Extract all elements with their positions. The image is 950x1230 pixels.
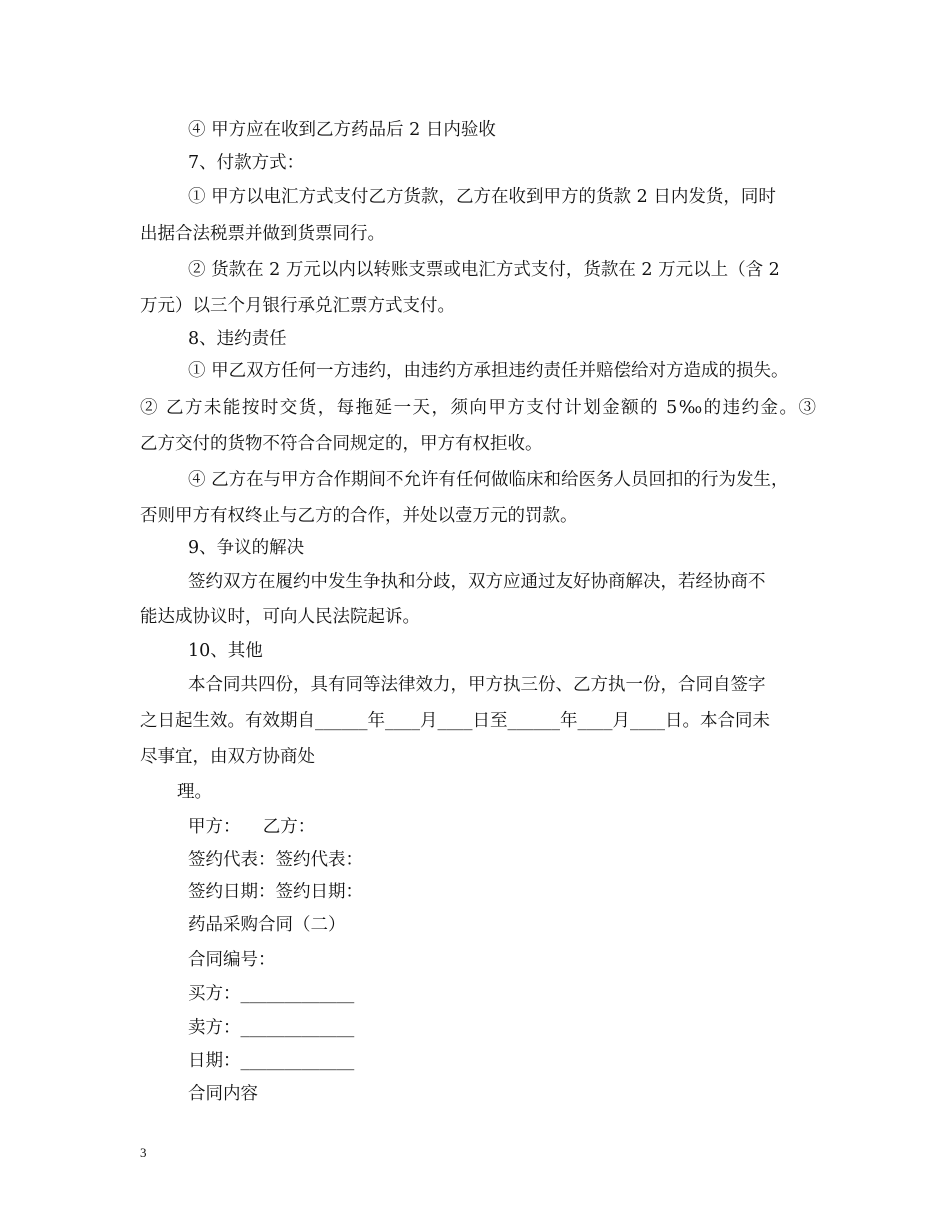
second-contract-title: 药品采购合同（二） [188,915,346,935]
breach-clause-1: ① 甲乙双方任何一方违约，由违约方承担违约责任并赔偿给对方造成的损失。 [188,361,789,381]
seller-line: 卖方：_____________ [188,1018,355,1038]
section-8-heading: 8、违约责任 [188,329,287,349]
other-clause-line-2: 之日起生效。有效期自______年____月____日至______年____月____日。本合同未 [140,711,770,731]
section-10-heading: 10、其他 [188,641,263,661]
payment-clause-2-line-1: ② 货款在 2 万元以内以转账支票或电汇方式支付，货款在 2 万元以上（含 2 [188,260,780,280]
page-number: 3 [140,1145,147,1160]
contract-number: 合同编号： [188,950,276,970]
breach-clause-4-line-1: ④ 乙方在与甲方合作期间不允许有任何做临床和给医务人员回扣的行为发生， [188,470,789,490]
section-7-heading: 7、付款方式： [188,153,305,173]
breach-clause-4-line-2: 否则甲方有权终止与乙方的合作，并处以壹万元的罚款。 [140,506,578,526]
other-clause-line-1: 本合同共四份，具有同等法律效力，甲方执三份、乙方执一份，合同自签字 [188,675,766,695]
breach-clause-2: ② 乙方未能按时交货，每拖延一天，须向甲方支付计划金额的 5‰的违约金。③ [140,398,816,418]
payment-clause-2-line-2: 万元）以三个月银行承兑汇票方式支付。 [140,296,455,316]
contract-content-heading: 合同内容 [188,1084,258,1104]
party-labels: 甲方： 乙方： [188,817,316,837]
payment-clause-1-line-2: 出据合法税票并做到货票同行。 [140,224,385,244]
breach-clause-3: 乙方交付的货物不符合合同规定的，甲方有权拒收。 [140,434,543,454]
section-9-heading: 9、争议的解决 [188,538,305,558]
signatory-representatives: 签约代表：签约代表： [188,850,363,870]
date-line: 日期：_____________ [188,1051,355,1071]
payment-clause-1-line-1: ① 甲方以电汇方式支付乙方货款，乙方在收到甲方的货款 2 日内发货，同时 [188,187,776,207]
dispute-clause-line-2: 能达成协议时，可向人民法院起诉。 [140,607,420,627]
other-clause-line-3: 尽事宜，由双方协商处 [140,747,315,767]
buyer-line: 买方：_____________ [188,984,355,1004]
clause-4-acceptance: ④ 甲方应在收到乙方药品后 2 日内验收 [188,120,496,140]
dispute-clause-line-1: 签约双方在履约中发生争执和分歧，双方应通过友好协商解决，若经协商不 [188,572,766,592]
signing-dates: 签约日期：签约日期： [188,882,363,902]
other-clause-line-4: 理。 [177,782,212,802]
